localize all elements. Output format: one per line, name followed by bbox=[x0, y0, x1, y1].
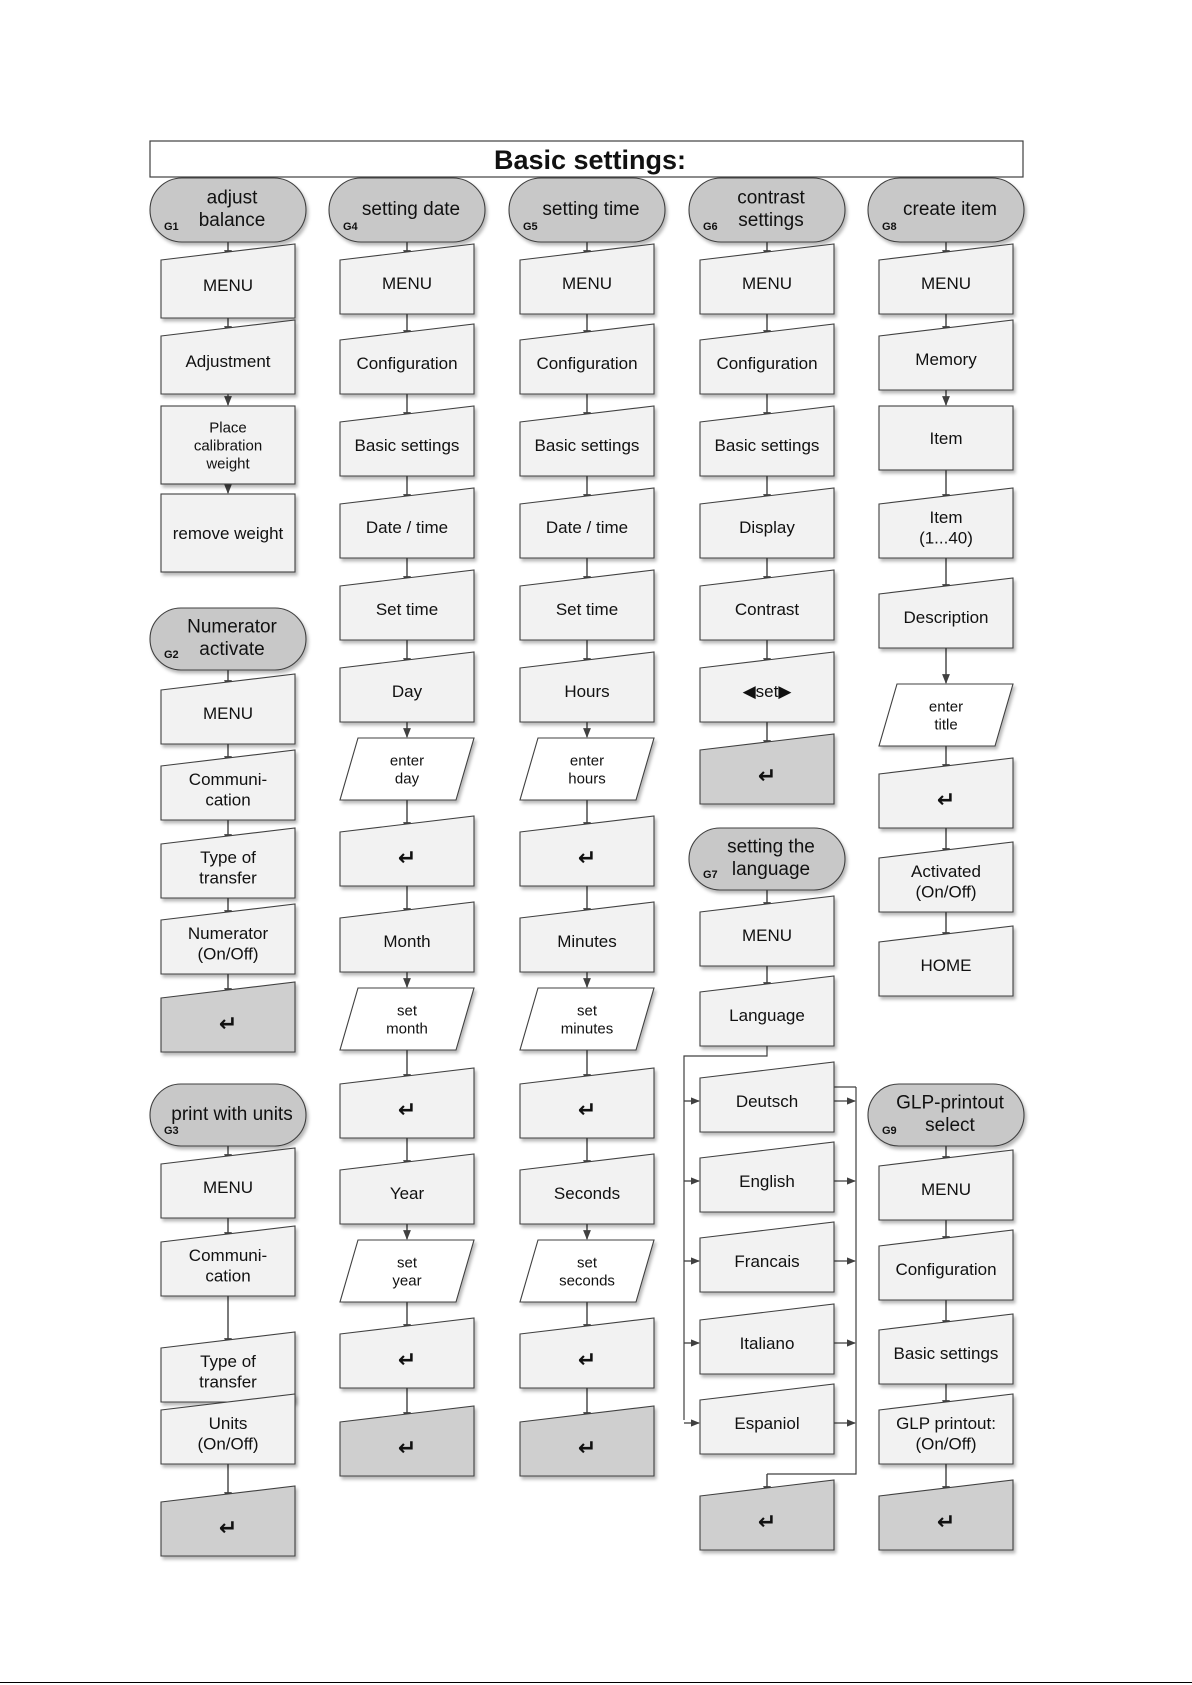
group-title: settings bbox=[738, 210, 804, 232]
enter-key-step bbox=[340, 1068, 474, 1138]
step-label: MENU bbox=[741, 926, 793, 946]
group-g4-start bbox=[329, 178, 485, 242]
step-label: cation bbox=[205, 1266, 251, 1286]
step-label: GLP printout: bbox=[896, 1413, 996, 1433]
enter-key-icon: ↵ bbox=[397, 1098, 417, 1123]
group-g9-start bbox=[868, 1084, 1024, 1146]
step-label: set bbox=[396, 1254, 418, 1272]
step-label: (On/Off) bbox=[197, 1434, 259, 1454]
group-g3-start bbox=[150, 1084, 306, 1146]
step-label: HOME bbox=[920, 956, 972, 976]
step-label: transfer bbox=[199, 1372, 257, 1392]
group-title: setting date bbox=[361, 198, 461, 220]
group-tag: G3 bbox=[164, 1125, 179, 1137]
step-label: minutes bbox=[560, 1020, 614, 1038]
menu-step-contrast bbox=[700, 570, 834, 640]
data-step-set-month bbox=[340, 988, 474, 1050]
data-step-enter-title bbox=[879, 684, 1013, 746]
enter-key-step bbox=[700, 734, 834, 804]
menu-step-numerator-on-off bbox=[161, 904, 295, 974]
menu-step-menu bbox=[161, 244, 295, 318]
step-label: seconds bbox=[559, 1272, 615, 1290]
group-tag: G5 bbox=[523, 221, 538, 233]
menu-step-communi-cation bbox=[161, 750, 295, 820]
step-label: Francais bbox=[734, 1252, 800, 1272]
group-g5-start bbox=[509, 178, 665, 242]
group-title: activate bbox=[199, 639, 265, 661]
step-label: MENU bbox=[381, 274, 433, 294]
menu-step-basic-settings bbox=[700, 406, 834, 476]
enter-key-icon: ↵ bbox=[218, 1516, 238, 1541]
menu-step-set-time bbox=[520, 570, 654, 640]
menu-step-date-time bbox=[520, 488, 654, 558]
menu-step-configuration bbox=[700, 324, 834, 394]
menu-step-configuration bbox=[520, 324, 654, 394]
menu-step-home bbox=[879, 926, 1013, 996]
step-label: Configuration bbox=[716, 354, 818, 374]
step-label: Espaniol bbox=[734, 1414, 800, 1434]
step-label: Display bbox=[739, 518, 795, 538]
group-g1-start bbox=[150, 178, 306, 242]
enter-key-icon: ↵ bbox=[397, 846, 417, 871]
enter-key-icon: ↵ bbox=[397, 1348, 417, 1373]
enter-key-icon: ↵ bbox=[936, 788, 956, 813]
group-tag: G6 bbox=[703, 221, 718, 233]
step-label: Basic settings bbox=[714, 436, 820, 456]
step-label: title bbox=[934, 716, 958, 734]
step-label: set bbox=[576, 1002, 598, 1020]
step-label: Place bbox=[209, 419, 247, 437]
menu-step-basic-settings bbox=[340, 406, 474, 476]
enter-key-step bbox=[340, 816, 474, 886]
step-label: Activated bbox=[911, 861, 981, 881]
step-label: Configuration bbox=[895, 1260, 997, 1280]
group-g2-start bbox=[150, 608, 306, 670]
step-label: Hours bbox=[564, 682, 610, 702]
step-label: enter bbox=[569, 752, 605, 770]
step-label: (On/Off) bbox=[197, 944, 259, 964]
step-label: English bbox=[739, 1172, 795, 1192]
enter-key-step bbox=[879, 758, 1013, 828]
step-label: Adjustment bbox=[185, 352, 271, 372]
group-tag: G4 bbox=[343, 221, 358, 233]
menu-step-display bbox=[700, 488, 834, 558]
data-step-set-seconds bbox=[520, 1240, 654, 1302]
menu-step-francais bbox=[700, 1222, 834, 1292]
enter-key-step bbox=[520, 1318, 654, 1388]
menu-step-configuration bbox=[879, 1230, 1013, 1300]
enter-key-step bbox=[161, 982, 295, 1052]
step-label: Year bbox=[389, 1184, 425, 1204]
step-label: calibration bbox=[193, 437, 263, 455]
menu-step-menu bbox=[520, 244, 654, 314]
menu-step-menu bbox=[700, 244, 834, 314]
step-label: enter bbox=[389, 752, 425, 770]
enter-key-step bbox=[161, 1486, 295, 1556]
enter-key-icon: ↵ bbox=[757, 1510, 777, 1535]
step-label: Description bbox=[903, 608, 989, 628]
enter-key-step bbox=[520, 1068, 654, 1138]
step-label: month bbox=[386, 1020, 428, 1038]
step-label: MENU bbox=[920, 1180, 972, 1200]
enter-key-icon: ↵ bbox=[577, 1436, 597, 1461]
step-label: day bbox=[394, 770, 420, 788]
menu-step-menu bbox=[161, 674, 295, 744]
step-label: set bbox=[396, 1002, 418, 1020]
step-label: Minutes bbox=[557, 932, 617, 952]
enter-key-icon: ↵ bbox=[577, 846, 597, 871]
menu-step-deutsch bbox=[700, 1062, 834, 1132]
menu-step-menu bbox=[879, 1150, 1013, 1220]
step-label: transfer bbox=[199, 868, 257, 888]
step-label: Language bbox=[729, 1006, 805, 1026]
process-step-item bbox=[879, 406, 1013, 470]
menu-step-minutes bbox=[520, 902, 654, 972]
menu-step-basic-settings bbox=[879, 1314, 1013, 1384]
enter-key-icon: ↵ bbox=[218, 1012, 238, 1037]
group-title: print with units bbox=[171, 1103, 293, 1125]
enter-key-icon: ↵ bbox=[936, 1510, 956, 1535]
menu-step-communi-cation bbox=[161, 1226, 295, 1296]
step-label: Set time bbox=[375, 600, 439, 620]
menu-step-configuration bbox=[340, 324, 474, 394]
data-step-enter-hours bbox=[520, 738, 654, 800]
step-label: Units bbox=[208, 1413, 248, 1433]
step-label: MENU bbox=[561, 274, 613, 294]
step-label: MENU bbox=[202, 1178, 254, 1198]
group-title: GLP-printout bbox=[896, 1092, 1004, 1114]
step-label: (1...40) bbox=[919, 528, 973, 548]
nodes bbox=[150, 178, 1024, 1556]
data-step-enter-day bbox=[340, 738, 474, 800]
step-label: MENU bbox=[741, 274, 793, 294]
menu-step-glp-printout-on-off bbox=[879, 1394, 1013, 1464]
group-tag: G7 bbox=[703, 869, 718, 881]
enter-key-icon: ↵ bbox=[577, 1098, 597, 1123]
step-label: Basic settings bbox=[534, 436, 640, 456]
step-label: Day bbox=[391, 682, 423, 702]
enter-key-icon: ↵ bbox=[577, 1348, 597, 1373]
step-label: Communi- bbox=[188, 1245, 268, 1265]
step-label: Numerator bbox=[187, 923, 269, 943]
menu-step-units-on-off bbox=[161, 1394, 295, 1464]
menu-step-italiano bbox=[700, 1304, 834, 1374]
menu-step-item-1-40 bbox=[879, 488, 1013, 558]
enter-key-icon: ↵ bbox=[397, 1436, 417, 1461]
group-title: contrast bbox=[737, 187, 805, 209]
step-label: remove weight bbox=[172, 524, 284, 544]
step-label: year bbox=[392, 1272, 422, 1290]
page-bottom-rule bbox=[0, 1682, 1192, 1683]
step-label: enter bbox=[928, 698, 964, 716]
step-label: Configuration bbox=[356, 354, 458, 374]
menu-step-hours bbox=[520, 652, 654, 722]
group-title: select bbox=[925, 1115, 975, 1137]
enter-key-step bbox=[340, 1406, 474, 1476]
group-title: Numerator bbox=[187, 616, 277, 638]
menu-step-seconds bbox=[520, 1154, 654, 1224]
step-label: Date / time bbox=[545, 518, 629, 538]
menu-step-menu bbox=[700, 896, 834, 966]
menu-step-description bbox=[879, 578, 1013, 648]
step-label: Contrast bbox=[734, 600, 800, 620]
step-label: MENU bbox=[920, 274, 972, 294]
step-label: MENU bbox=[202, 276, 254, 296]
step-label: Basic settings bbox=[893, 1344, 999, 1364]
enter-key-step bbox=[520, 816, 654, 886]
step-label: Configuration bbox=[536, 354, 638, 374]
menu-step-basic-settings bbox=[520, 406, 654, 476]
step-label: Communi- bbox=[188, 769, 268, 789]
step-label: set bbox=[576, 1254, 598, 1272]
enter-key-icon: ↵ bbox=[757, 764, 777, 789]
process-step-remove-weight bbox=[161, 494, 295, 572]
enter-key-step bbox=[520, 1406, 654, 1476]
group-title: setting the bbox=[727, 836, 815, 858]
process-step-place-calibration-weight bbox=[161, 406, 295, 484]
diagram-title: Basic settings: bbox=[493, 145, 687, 175]
step-label: Item bbox=[929, 507, 963, 527]
group-title: balance bbox=[198, 210, 266, 232]
step-label: Date / time bbox=[365, 518, 449, 538]
group-title: create item bbox=[903, 198, 997, 220]
step-label: Basic settings bbox=[354, 436, 460, 456]
menu-step-memory bbox=[879, 320, 1013, 390]
menu-step-type-of-transfer bbox=[161, 828, 295, 898]
step-label: Set time bbox=[555, 600, 619, 620]
menu-step-adjustment bbox=[161, 320, 295, 394]
group-g8-start bbox=[868, 178, 1024, 242]
menu-step-activated-on-off bbox=[879, 842, 1013, 912]
menu-step-espaniol bbox=[700, 1384, 834, 1454]
step-label: Seconds bbox=[553, 1184, 621, 1204]
menu-step-set-time bbox=[340, 570, 474, 640]
group-tag: G1 bbox=[164, 221, 179, 233]
menu-step-year bbox=[340, 1154, 474, 1224]
step-label: Item bbox=[929, 429, 963, 449]
step-label: Deutsch bbox=[735, 1092, 799, 1112]
data-step-set-year bbox=[340, 1240, 474, 1302]
group-g7-start bbox=[689, 828, 845, 890]
step-label: Month bbox=[383, 932, 431, 952]
enter-key-step bbox=[340, 1318, 474, 1388]
step-label: Italiano bbox=[739, 1334, 795, 1354]
enter-key-step bbox=[700, 1480, 834, 1550]
menu-step-day bbox=[340, 652, 474, 722]
menu-step-type-of-transfer bbox=[161, 1332, 295, 1402]
menu-step-language bbox=[700, 976, 834, 1046]
group-title: language bbox=[731, 859, 811, 881]
enter-key-step bbox=[879, 1480, 1013, 1550]
data-step-set-minutes bbox=[520, 988, 654, 1050]
group-tag: G9 bbox=[882, 1125, 897, 1137]
step-label: Memory bbox=[915, 350, 977, 370]
step-label: Type of bbox=[200, 847, 256, 867]
group-title: setting time bbox=[542, 198, 640, 220]
menu-step-month bbox=[340, 902, 474, 972]
menu-step-set bbox=[700, 652, 834, 722]
step-label: hours bbox=[568, 770, 606, 788]
group-tag: G8 bbox=[882, 221, 897, 233]
step-label: ◀set▶ bbox=[742, 682, 792, 702]
step-label: cation bbox=[205, 790, 251, 810]
step-label: Type of bbox=[200, 1351, 256, 1371]
menu-step-menu bbox=[161, 1148, 295, 1218]
menu-step-menu bbox=[340, 244, 474, 314]
step-label: weight bbox=[206, 455, 250, 473]
step-label: (On/Off) bbox=[915, 882, 977, 902]
step-label: MENU bbox=[202, 704, 254, 724]
group-title: adjust bbox=[206, 187, 258, 209]
step-label: (On/Off) bbox=[915, 1434, 977, 1454]
group-tag: G2 bbox=[164, 649, 179, 661]
menu-step-english bbox=[700, 1142, 834, 1212]
menu-step-menu bbox=[879, 244, 1013, 314]
menu-step-date-time bbox=[340, 488, 474, 558]
group-g6-start bbox=[689, 178, 845, 242]
